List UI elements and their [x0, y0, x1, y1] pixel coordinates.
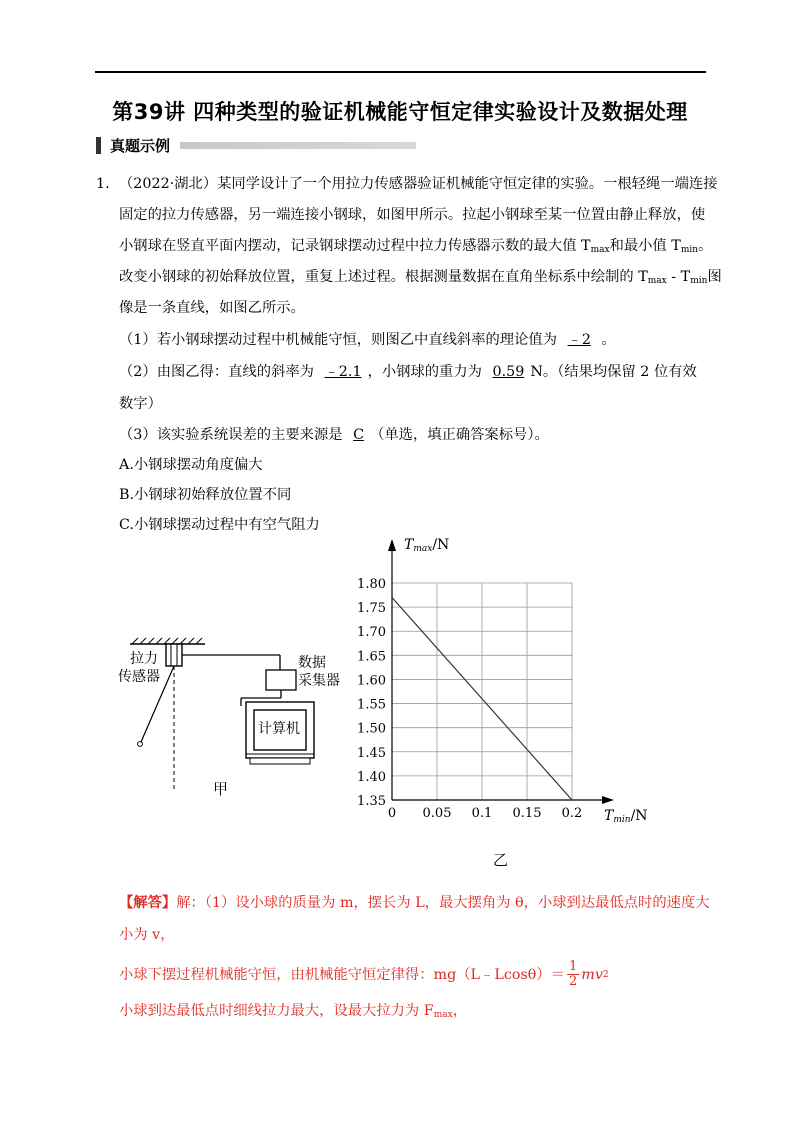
question-number: 1.	[96, 176, 110, 192]
stem-line-3: 小钢球在竖直平面内摆动，记录钢球摆动过程中拉力传感器示数的最大值 $T_{max}$和最小值 $T_{min}$。	[119, 238, 713, 255]
data-collector-box	[266, 670, 296, 690]
answer-blank-4: C	[353, 427, 365, 443]
sensor-box	[166, 644, 182, 666]
computer-label: 计算机	[258, 721, 300, 737]
figure-jia-caption: 甲	[213, 780, 229, 798]
stem-line-5: 像是一条直线，如图乙所示。	[119, 300, 305, 316]
part-2: （2）由图乙得：直线的斜率为 ﹣2.1 ，小钢球的重力为 0.59 N。（结果均保留 2 位有效	[119, 364, 697, 380]
computer-base	[250, 758, 310, 764]
top-rule	[95, 71, 706, 73]
section-underline	[180, 142, 416, 149]
ceiling-hatch	[130, 638, 205, 644]
x-tick-label: 0.2	[561, 806, 583, 821]
section-header	[96, 136, 416, 154]
y-tick-label: 1.55	[357, 697, 386, 713]
y-tick-label: 1.60	[357, 673, 386, 689]
option-a: A.小钢球摆动角度偏大	[119, 457, 263, 473]
section-label: 真题示例	[110, 136, 171, 155]
y-tick-label: 1.65	[357, 649, 386, 665]
stem-line-1: （2022·湖北）某同学设计了一个用拉力传感器验证机械能守恒定律的实验。一根轻绳一端连接	[119, 176, 718, 192]
y-tick-label: 1.70	[357, 625, 386, 641]
answer-line-3: 小球到达最低点时细线拉力最大，设最大拉力为 $F_{max}$，	[119, 1003, 467, 1020]
answer-line-2: 小球下摆过程机械能守恒，由机械能守恒定律得：mg（L﹣Lcosθ）＝ $\frac{1}{2}$ mv 2	[119, 959, 609, 989]
y-tick-label: 1.80	[357, 577, 386, 592]
fraction-half: $\frac{1}{2}$	[568, 959, 578, 989]
y-axis-arrow	[388, 539, 396, 551]
x-tick-label: 0	[387, 806, 397, 821]
sensor-label: 拉力 传感器	[118, 651, 160, 685]
answer-line-1: 【解答】解：（1）设小球的质量为 m，摆长为 L，最大摆角为 θ，小球到达最低点时的速度大	[119, 895, 710, 911]
chart-ylabel: $T_{max}/N$	[404, 537, 450, 554]
x-tick-label: 0.05	[422, 806, 452, 821]
part-1: （1）若小钢球摆动过程中机械能守恒，则图乙中直线斜率的理论值为 ﹣2 。	[119, 332, 616, 348]
part-2-cont: 数字）	[119, 396, 162, 412]
answer-tag: 【解答】	[119, 895, 177, 911]
answer-line-1b: 小为 v，	[119, 927, 175, 943]
figure-yi-caption: 乙	[493, 851, 509, 869]
collector-label: 数据 采集器	[298, 655, 340, 689]
figure-chart	[350, 533, 670, 833]
y-tick-label: 1.50	[357, 721, 386, 737]
answer-blank-1: ﹣2	[567, 332, 591, 348]
stem-line-2: 固定的拉力传感器，另一端连接小钢球，如图甲所示。拉起小钢球至某一位置由静止释放，使	[119, 207, 706, 223]
x-tick-label: 0.15	[512, 806, 542, 821]
page-title: 第39讲 四种类型的验证机械能守恒定律实验设计及数据处理	[112, 100, 688, 124]
option-c: C.小钢球摆动过程中有空气阻力	[119, 517, 320, 533]
part-3: （3）该实验系统误差的主要来源是 C （单选，填正确答案标号）。	[119, 427, 549, 443]
steel-ball	[138, 742, 143, 747]
answer-blank-3: 0.59	[492, 364, 525, 380]
y-tick-label: 1.45	[357, 745, 386, 761]
section-bar	[96, 137, 101, 154]
chart-xlabel: $T_{min}/N$	[604, 808, 648, 825]
y-tick-label: 1.75	[357, 601, 386, 617]
y-tick-label: 1.40	[357, 769, 386, 785]
stem-line-4: 改变小钢球的初始释放位置，重复上述过程。根据测量数据在直角坐标系中绘制的 $T_{max} - T_{min}$图	[119, 269, 722, 286]
option-b: B.小钢球初始释放位置不同	[119, 487, 292, 503]
x-axis-arrow	[602, 796, 614, 804]
y-tick-label: 1.35	[357, 794, 386, 809]
x-tick-label: 0.1	[471, 806, 493, 821]
answer-blank-2: ﹣2.1	[324, 364, 362, 380]
